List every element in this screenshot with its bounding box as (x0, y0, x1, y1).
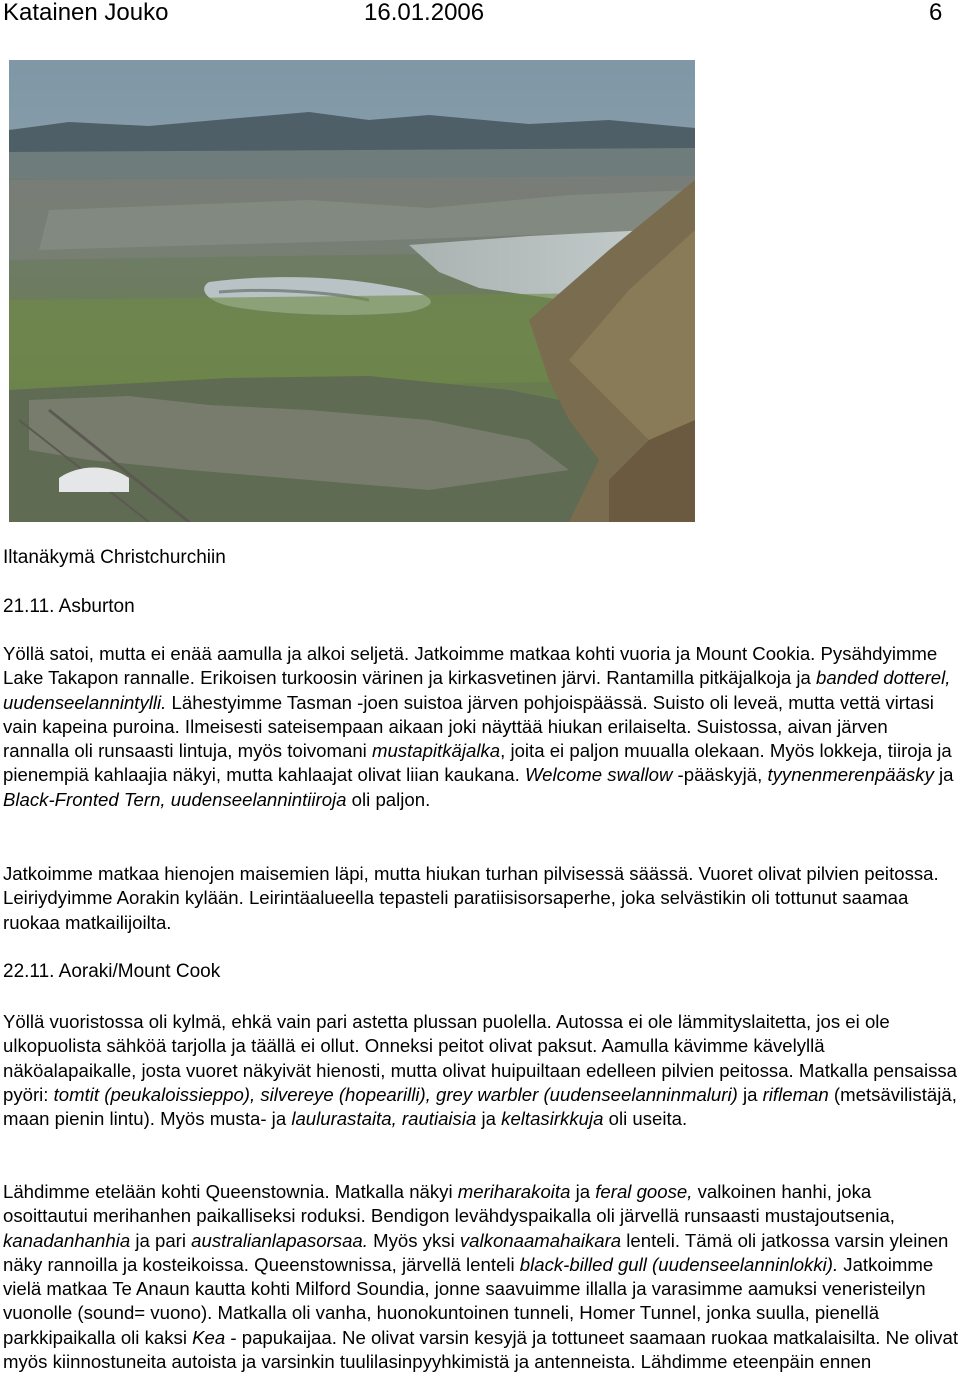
landscape-photo (9, 60, 695, 522)
italic-text-run: Black-Fronted Tern, uudenseelannintiiroja (3, 788, 347, 810)
text-run: valkoinen hanhi, joka osoittautui merihanhen paikalliseksi roduksi. Bendigon levähdyspaikalla oli järvellä runsaasti mustajoutsenia, (3, 1181, 895, 1227)
paragraph (3, 642, 958, 812)
text-run: , joita ei paljon muualla olekaan. Myös lokkeja, tiiroja ja pienempiä kahlaajia näkyi, mutta kahlaajat olivat liian kaukana. (3, 740, 952, 786)
author-name: Katainen Jouko (3, 0, 169, 26)
text-run: Jatkoimme vielä matkaa Te Anaun kautta kohti Milford Soundia, jonne saavuimme illalla ja varasimme aamuksi veneristeilyn vuonolle (sound= vuono). Matkalla oli vanha, huonokuntoinen tunneli, Homer Tunnel, jonka suulla, pienellä parkkipaikalla oli kaksi (3, 1253, 934, 1348)
text-run: ja (476, 1108, 502, 1130)
paragraph: Jatkoimme matkaa hienojen maisemien läpi, mutta hiukan turhan pilvisessä säässä. Vuoret olivat pilvien peitossa. Leiriydyimme Aorakin kylään. Leirintäalueella tepasteli paratiisisorsaperhe, joka selvästikin oli tottunut saamaa ruokaa matkailijoilta. (3, 863, 939, 933)
italic-text-run: valkonaamahaikara (459, 1229, 622, 1251)
italic-text-run: keltasirkkuja (501, 1108, 604, 1130)
italic-text-run: tyynenmerenpääsky (767, 764, 934, 786)
text-run: - papukaijaa. Ne olivat varsin kesyjä ja tottuneet saamaan ruokaa matkalaisilta. Ne olivat myös kiinnostuneita autoista ja varsinkin tuulilasinpyyhkimistä ja antenneista. Lähdimme eteenpäin ennen (3, 1326, 958, 1373)
text-run: lenteli. Tämä oli jatkossa varsin yleinen näky rannoilla ja kosteikoissa. Queenstownissa, järvellä lenteli (3, 1229, 949, 1275)
page-number: 6 (929, 0, 943, 26)
section-heading: 22.11. Aoraki/Mount Cook (3, 961, 221, 982)
italic-text-run: meriharakoita (457, 1181, 571, 1202)
text-run: Yöllä satoi, mutta ei enää aamulla ja alkoi seljetä. Jatkoimme matkaa kohti vuoria ja Mount Cookia. Pysähdyimme Lake Takapon rannalle. Erikoisen turkoosin värinen ja kirkasvetinen järvi. Rantamilla pitkäjalkoja ja (3, 643, 938, 689)
text-run: -pääskyjä, (672, 764, 768, 786)
text-run: Lähdimme etelään kohti Queenstownia. Matkalla näkyi (3, 1181, 458, 1202)
italic-text-run: laulurastaita, rautiaisia (291, 1108, 477, 1130)
italic-text-run: rifleman (762, 1083, 829, 1105)
text-run: oli useita. (603, 1108, 688, 1130)
page-header (0, 0, 960, 28)
text-run: (metsävilistäjä, maan pienin lintu). Myös musta- ja (3, 1083, 957, 1130)
italic-text-run: banded dotterel, uudenseelannintylli. (3, 667, 951, 713)
italic-text-run: Welcome swallow (524, 764, 673, 786)
italic-text-run: black-billed gull (uudenseelanninlokki). (519, 1253, 839, 1275)
italic-text-run: tomtit (peukaloissieppo), silvereye (hopearilli), grey warbler (uudenseelanninmaluri) (53, 1083, 738, 1105)
italic-text-run: feral goose, (595, 1181, 693, 1202)
text-run: Myös yksi (367, 1229, 460, 1251)
italic-text-run: kanadanhanhia (3, 1229, 131, 1251)
italic-text-run: Kea (192, 1326, 226, 1348)
section-heading: 21.11. Asburton (3, 596, 135, 617)
italic-text-run: mustapitkäjalka (371, 740, 501, 762)
text-run: ja (933, 764, 954, 786)
text-run: ja (737, 1083, 763, 1105)
photo-caption: Iltanäkymä Christchurchiin (3, 547, 226, 568)
text-run: oli paljon. (346, 788, 431, 810)
landscape-photo-icon (9, 60, 695, 522)
document-date: 16.01.2006 (364, 0, 485, 26)
text-run: ja pari (130, 1229, 192, 1251)
text-run: Lähestyimme Tasman -joen suistoa järven pohjoispäässä. Suisto oli leveä, mutta vettä virtasi vain kapeina puroina. Ilmeisesti sateisempaan aikaan joki näyttää hiukan erilaiselta. Suistossa, aivan järven rannalla oli runsaasti lintuja, myös toivomani (3, 691, 934, 762)
paragraph (3, 1010, 958, 1131)
paragraph (3, 1180, 958, 1374)
text-run: ja (570, 1181, 596, 1202)
text-run: Yöllä vuoristossa oli kylmä, ehkä vain pari astetta plussan puolella. Autossa ei ole lämmityslaitetta, jos ei ole ulkopuolista sähköä tarjolla ja täällä ei ollut. Onneksi peitot olivat paksut. Aamulla kävimme kävelyllä näköalapaikalle, josta vuoret näkyivät hienosti, mutta olivat huipuiltaan edelleen pilvien peitossa. Matkalla pensaissa pyöri: (3, 1011, 958, 1105)
italic-text-run: australianlapasorsaa. (191, 1229, 368, 1251)
